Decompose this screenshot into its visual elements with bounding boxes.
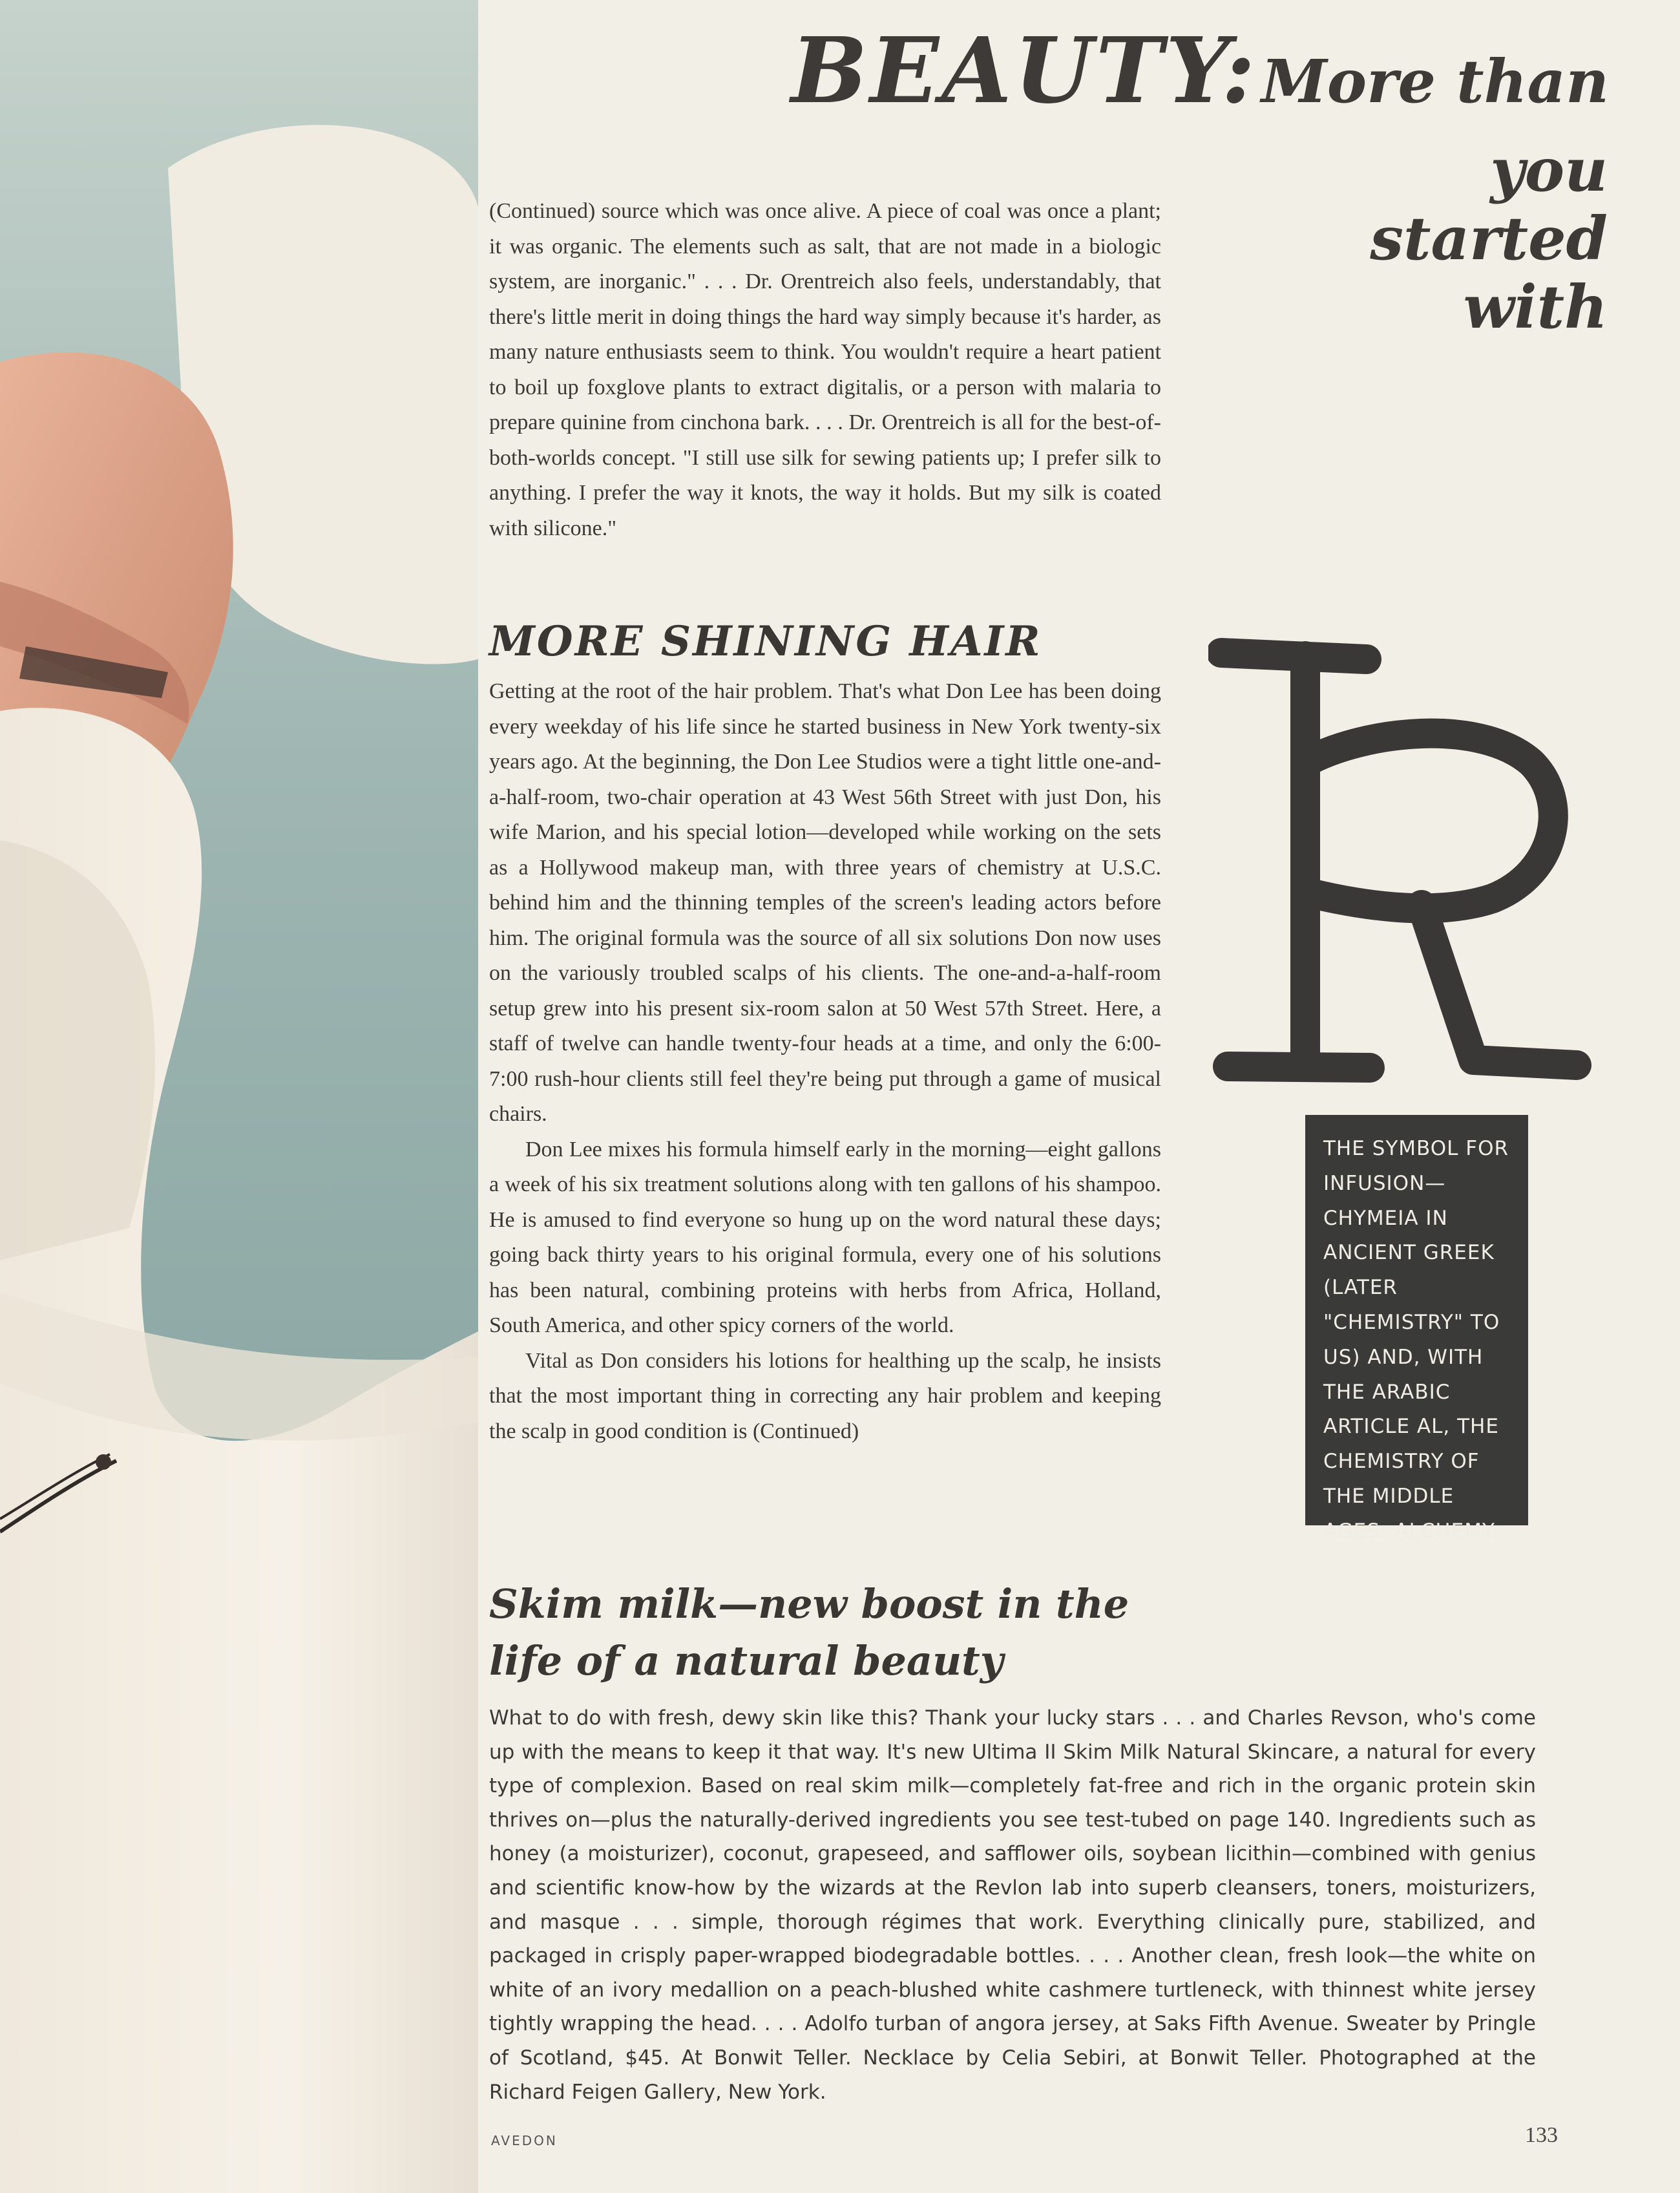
feature-heading-line: life of a natural beauty bbox=[489, 1637, 1003, 1684]
cover-photograph bbox=[0, 0, 478, 2193]
continued-article bbox=[489, 194, 1161, 546]
title-word: BEAUTY: bbox=[791, 18, 1258, 124]
section-heading: MORE SHINING HAIR bbox=[489, 617, 1042, 666]
alchemy-r-symbol-icon bbox=[1208, 633, 1602, 1099]
title-line: you bbox=[1490, 135, 1608, 205]
title-continuation bbox=[1370, 136, 1608, 341]
article-paragraph: (Continued) source which was once alive. A piece of coal was once a plant; it was organic. The elements such as salt, that are not made in a biologic system, are inorganic." . . . Dr. Orentreich also feels, understandably, that there's little merit in doing things the hard way simply because it's harder, as many nature enthusiasts seem to think. You wouldn't require a heart patient to boil up foxglove plants to extract digitalis, or a person with malaria to prepare quinine from cinchona bark. . . . Dr. Orentreich is all for the best-of-both-worlds concept. "I still use silk for sewing patients up; I prefer silk to anything. I prefer the way it knots, the way it holds. But my silk is coated with silicone." bbox=[489, 199, 1161, 540]
article-paragraph: Getting at the root of the hair problem. That's what Don Lee has been doing every weekday of his life since he started business in New York twenty-six years ago. At the beginning, the Don Lee Studios were a tight little one-and-a-half-room, two-chair operation at 43 West 56th Street with just Don, his wife Marion, and his special lotion—developed while working on the sets as a Hollywood makeup man, with three years of chemistry at U.S.C. behind him and the thinning temples of the screen's leading actors before him. The original formula was the source of all six solutions Don now uses on the variously troubled scalps of his clients. The one-and-a-half-room setup grew into his present six-room salon at 50 West 57th Street. Here, a staff of twelve can handle twenty-four heads at a time, and only the 6:00-7:00 rush-hour clients still feel they're being put through a game of musical chairs. bbox=[489, 679, 1161, 1126]
feature-heading-line: Skim milk—new boost in the bbox=[489, 1580, 1129, 1627]
article-paragraph: Don Lee mixes his formula himself early in the morning—eight gallons a week of his six treatment solutions along with ten gallons of his shampoo. He is amused to find everyone so hung up on the word natural these days; going back thirty years to his original formula, every one of his solutions has been natural, combining proteins with herbs from Africa, Holland, South America, and other spicy corners of the world. bbox=[489, 1137, 1161, 1337]
article-paragraph: Vital as Don considers his lotions for healthing up the scalp, he insists that the most important thing in correcting any hair problem and keeping the scalp in good condition is (Continued) bbox=[489, 1348, 1161, 1443]
title-line: started bbox=[1370, 204, 1608, 273]
feature-caption: What to do with fresh, dewy skin like this? Thank your lucky stars . . . and Charles Revson, who's come up with the means to keep it that way. It's new Ultima II Skim Milk Natural Skincare, a natural for every type of complexion. Based on real skim milk—completely fat-free and rich in the organic protein skin thrives on—plus the naturally-derived ingredients you see test-tubed on page 140. Ingredients such as honey (a moisturizer), coconut, grapeseed, and safflower oils, soybean licithin—combined with genius and scientific know-how by the wizards at the Revlon lab into superb cleansers, toners, moisturizers, and masque . . . simple, thorough régimes that work. Everything clinically pure, stabilized, and packaged in crisply paper-wrapped biodegradable bottles. . . . Another clean, fresh look—the white on white of an ivory medallion on a peach-blushed white cashmere turtleneck, with thinnest white jersey tightly wrapping the head. . . . Adolfo turban of angora jersey, at Saks Fifth Avenue. Sweater by Pringle of Scotland, $45. At Bonwit Teller. Necklace by Celia Sebiri, at Bonwit Teller. Photographed at the Richard Feigen Gallery, New York. bbox=[489, 1706, 1536, 2104]
title-line: with bbox=[1463, 272, 1608, 342]
feature-heading bbox=[489, 1576, 1265, 1690]
page-number: 133 bbox=[1525, 2123, 1558, 2147]
title-rest: More than bbox=[1261, 47, 1609, 116]
hair-article bbox=[489, 674, 1161, 1449]
symbol-caption-box bbox=[1305, 1115, 1528, 1543]
symbol-caption-text: THE SYMBOL FOR INFUSION—CHYMEIA IN ANCIENT GREEK (LATER "CHEMISTRY" TO US) AND, WITH THE ARABIC ARTICLE AL, THE CHEMISTRY OF THE MIDDLE AGES: ALCHEMY. bbox=[1323, 1137, 1509, 1543]
photo-credit: AVEDON bbox=[491, 2133, 558, 2148]
page-title bbox=[724, 18, 1609, 124]
